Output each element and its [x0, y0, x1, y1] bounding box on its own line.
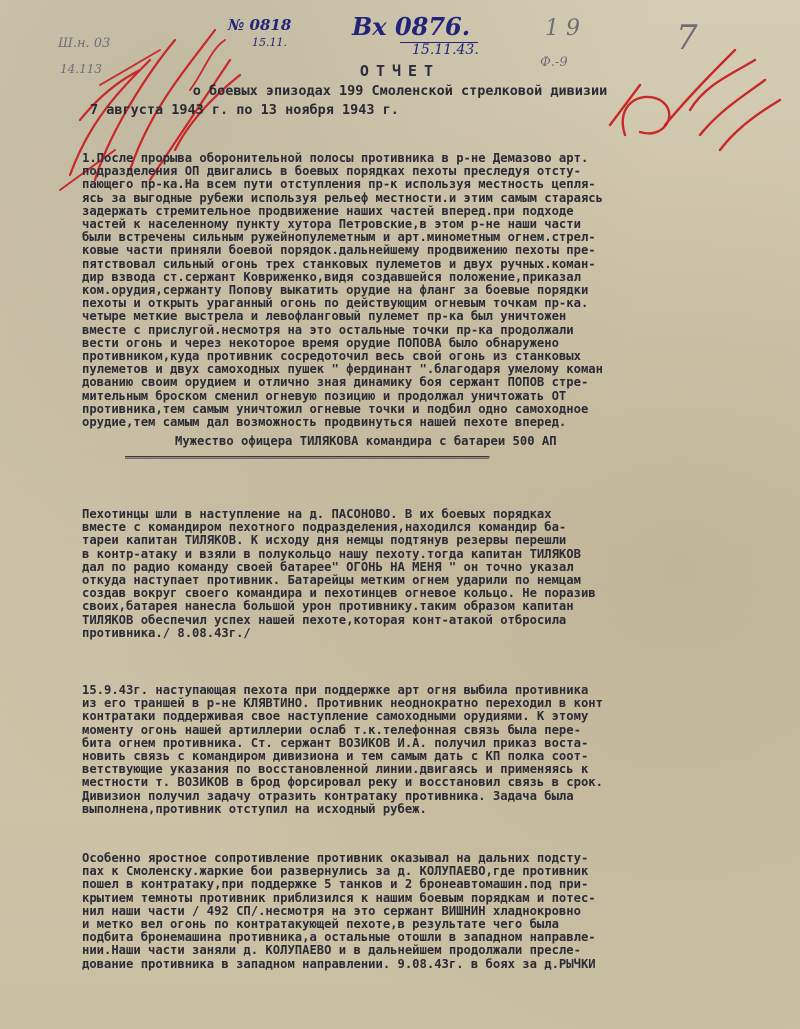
paragraph-2: Пехотинцы шли в наступление на д. ПАСОНОВО. В их боевых порядках вместе с командиром пехотного подразделения,находился командир ба- тареи капитан ТИЛЯКОВ. К исходу дня немцы подтянув резервы перешли в контр-атаку и взяли в полукольцо нашу пехоту.тогда капитан ТИЛЯКОВ дал по радио команду своей батарее" ОГОНЬ НА МЕНЯ " он точно указал откуда наступает противник. Батарейцы метким огнем ударили по немцам создав вокруг своего командира и пехотинцев огневое кольцо. Не поразив своих,батарея нанесла большой урон противнику.таким образом капитан ТИЛЯКОВ обеспечил успех нашей пехоте,которая конт-атакой отбросила противника./ 8.08.43г./: [82, 507, 596, 640]
document-title: ОТЧЕТ: [359, 62, 441, 80]
separator-line: ═══════════════════════════════════════════════════════: [125, 451, 490, 464]
incoming-underline: [400, 42, 478, 43]
incoming-stamp: Вх 0876.: [352, 12, 471, 41]
registry-number: № 0818: [228, 16, 292, 34]
sheet-number: 7: [676, 18, 698, 58]
title-block: [90, 62, 710, 118]
document-period: 7 августа 1943 г. по 13 ноября 1943 г.: [90, 102, 399, 118]
paragraph-1: 1.После прорыва оборонительной полосы противника в р-не Демазово арт. подразделения ОП двигались в боевых порядках пехоты преследуя отсту- пающего пр-ка.На всем пути отступления пр-к используя местность цепля- ясь за выгодные рубежи используя рельеф местности.и этим самым стараясь задержать стремительное продвижение наших частей вперед.при подходе частей к населенному пункту хутора Петровские,в этом р-не наши части были встречены сильным ружейнопулеметным и арт.минометным огнем.стрел- ковые части приняли боевой порядок.дальнейшему продвижению пехоты пре- пятствовал сильный огонь трех станковых пулеметов и двух ручных.коман- дир взвода ст.сержант Ковриженко,видя создавшейся положение,приказал ком.орудия,сержанту Попову выкатить орудие на фланг за боевые порядки пехоты и открыть ураганный огонь по действующим огневым точкам пр-ка. четыре меткие выстрела и левофланговый пулемет пр-ка был уничтожен вместе с прислугой.несмотря на это остальные точки пр-ка продолжали вести огонь и через некоторое время орудие ПОПОВА было обнаружено противником,куда противник сосредоточил весь свой огонь из станковых пулеметов и двух самоходных пушек " фердинант ".благодаря умелому коман дованию своим орудием и отлично зная динамику боя сержант ПОПОВ стре- мительным броском сменил огневую позицию и продолжал уничтожать ОТ противника,тем самым уничтожил огневые точки и подбил одно самоходное орудие,тем самым дал возможность продвинуться нашей пехоте вперед.: [82, 151, 603, 430]
left-note-1: Ш.н. 03: [58, 36, 111, 51]
registry-sub: 15.11.: [252, 36, 287, 49]
corner-code-top: 1 9: [545, 16, 580, 41]
paragraph-4: Особенно яростное сопротивление противник оказывал на дальних подсту- пах к Смоленску.жаркие бои развернулись за д. КОЛУПАЕВО,где противник пошел в контратаку,при поддержке 5 танков и 2 бронеавтомашин.под при- крытием темноты противник приблизился к нашим боевым порядкам и потес- нил наши части / 492 СП/.несмотря на это сержант ВИШНИН хладнокровно и метко вел огонь по контратакующей пехоте,в результате чего была подбита бронемашина противника,а остальные отошли в западном направле- нии.Наши части заняли д. КОЛУПАЕВО и в дальнейшем продолжали пресле- дование противника в западном направлении. 9.08.43г. в боях за д.РЫЧКИ: [82, 851, 596, 971]
section-heading: Мужество офицера ТИЛЯКОВА командира с батареи 500 АП: [175, 434, 557, 448]
paragraph-3: 15.9.43г. наступающая пехота при поддержке арт огня выбила противника из его траншей в р-не КЛЯВТИНО. Противник неоднократно переходил в конт контратаки поддерживая свое наступление самоходными орудиями. К этому моменту огонь нашей артиллерии ослаб т.к.телефонная связь была пере- бита огнем противника. Ст. сержант ВОЗИКОВ И.А. получил приказ воста- новить связь с командиром дивизиона и тем самым дать с КП полка соот- ветствующие указания по восстановленной линии.двигаясь и применяясь к местности т. ВОЗИКОВ в брод форсировал реку и восстановил связь в срок. Дивизион получил задачу отразить контратаку противника. Задача была выполнена,противник отступил на исходный рубеж.: [82, 683, 603, 816]
document-subtitle: о боевых эпизодах 199 Смоленской стрелковой дивизии: [192, 83, 608, 99]
left-note-2: 14.113: [60, 62, 102, 76]
incoming-date: 15.11.43.: [412, 42, 479, 58]
corner-code-bottom: Ф.-9: [540, 55, 568, 70]
